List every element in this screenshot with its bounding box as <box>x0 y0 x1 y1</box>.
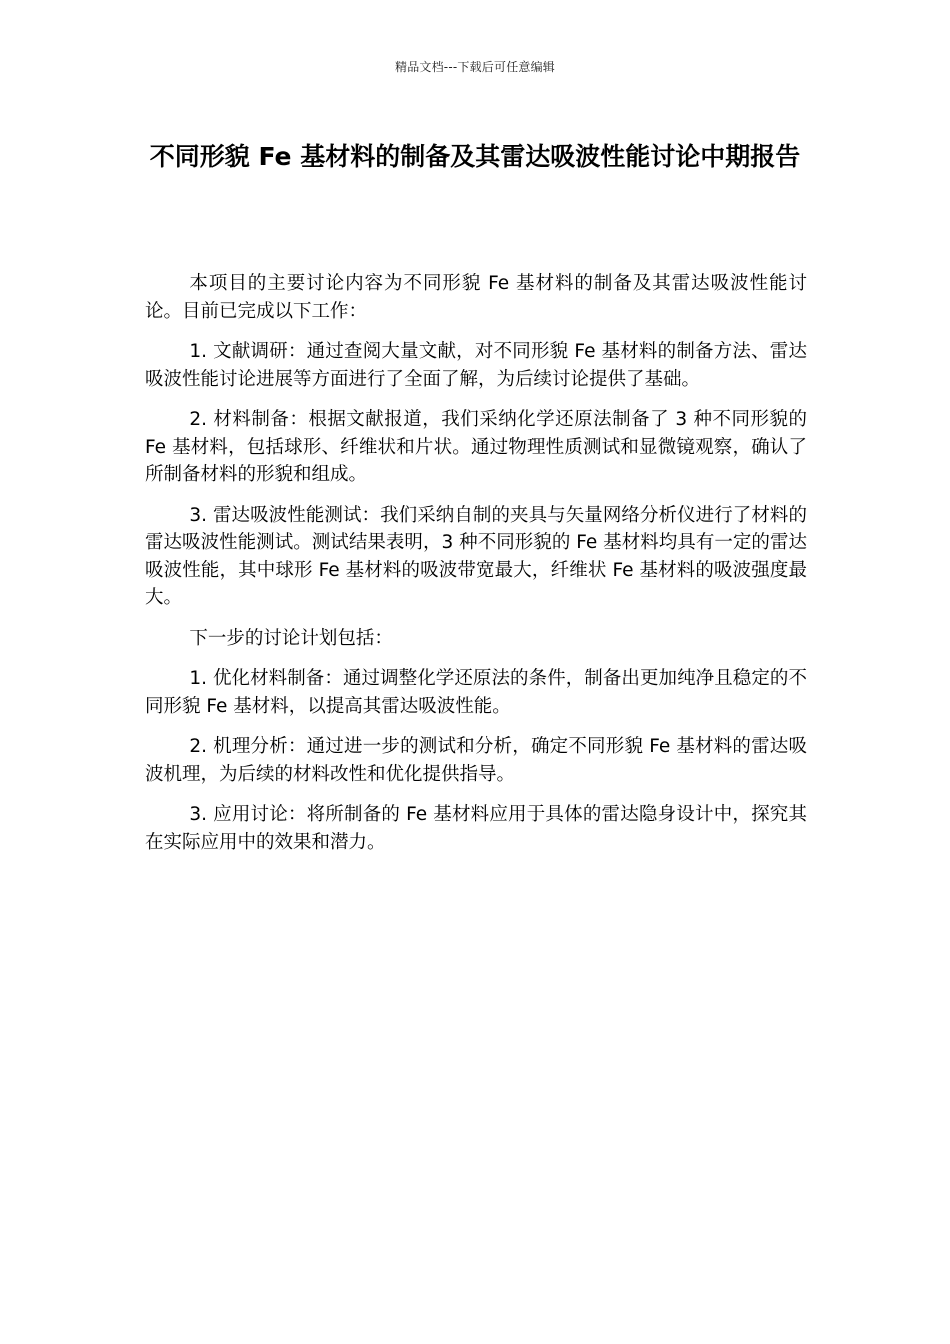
document-body <box>145 270 807 869</box>
header-note: 精品文档---下载后可任意编辑 <box>395 60 555 74</box>
paragraph-material-preparation: 2. 材料制备：根据文献报道，我们采纳化学还原法制备了 3 种不同形貌的 Fe 基材料，包括球形、纤维状和片状。通过物理性质测试和显微镜观察，确认了所制备材料的形貌和组成。 <box>145 409 807 485</box>
paragraph-application: 3. 应用讨论：将所制备的 Fe 基材料应用于具体的雷达隐身设计中，探究其在实际应用中的效果和潜力。 <box>145 804 807 853</box>
paragraph-intro: 本项目的主要讨论内容为不同形貌 Fe 基材料的制备及其雷达吸波性能讨论。目前已完成以下工作： <box>145 273 807 322</box>
paragraph-absorption-test: 3. 雷达吸波性能测试：我们采纳自制的夹具与矢量网络分析仪进行了材料的雷达吸波性能测试。测试结果表明，3 种不同形貌的 Fe 基材料均具有一定的雷达吸波性能，其中球形 Fe 基材料的吸波带宽最大，纤维状 Fe 基材料的吸波强度最大。 <box>145 504 807 608</box>
paragraph-optimize-preparation: 1. 优化材料制备：通过调整化学还原法的条件，制备出更加纯净且稳定的不同形貌 Fe 基材料，以提高其雷达吸波性能。 <box>145 668 807 717</box>
paragraph-next-plan: 下一步的讨论计划包括： <box>189 627 393 649</box>
document-title: 不同形貌 Fe 基材料的制备及其雷达吸波性能讨论中期报告 <box>149 142 801 171</box>
paragraph-literature-review: 1. 文献调研：通过查阅大量文献，对不同形貌 Fe 基材料的制备方法、雷达吸波性能讨论进展等方面进行了全面了解，为后续讨论提供了基础。 <box>145 341 807 390</box>
paragraph-mechanism-analysis: 2. 机理分析：通过进一步的测试和分析，确定不同形貌 Fe 基材料的雷达吸波机理，为后续的材料改性和优化提供指导。 <box>145 736 807 785</box>
